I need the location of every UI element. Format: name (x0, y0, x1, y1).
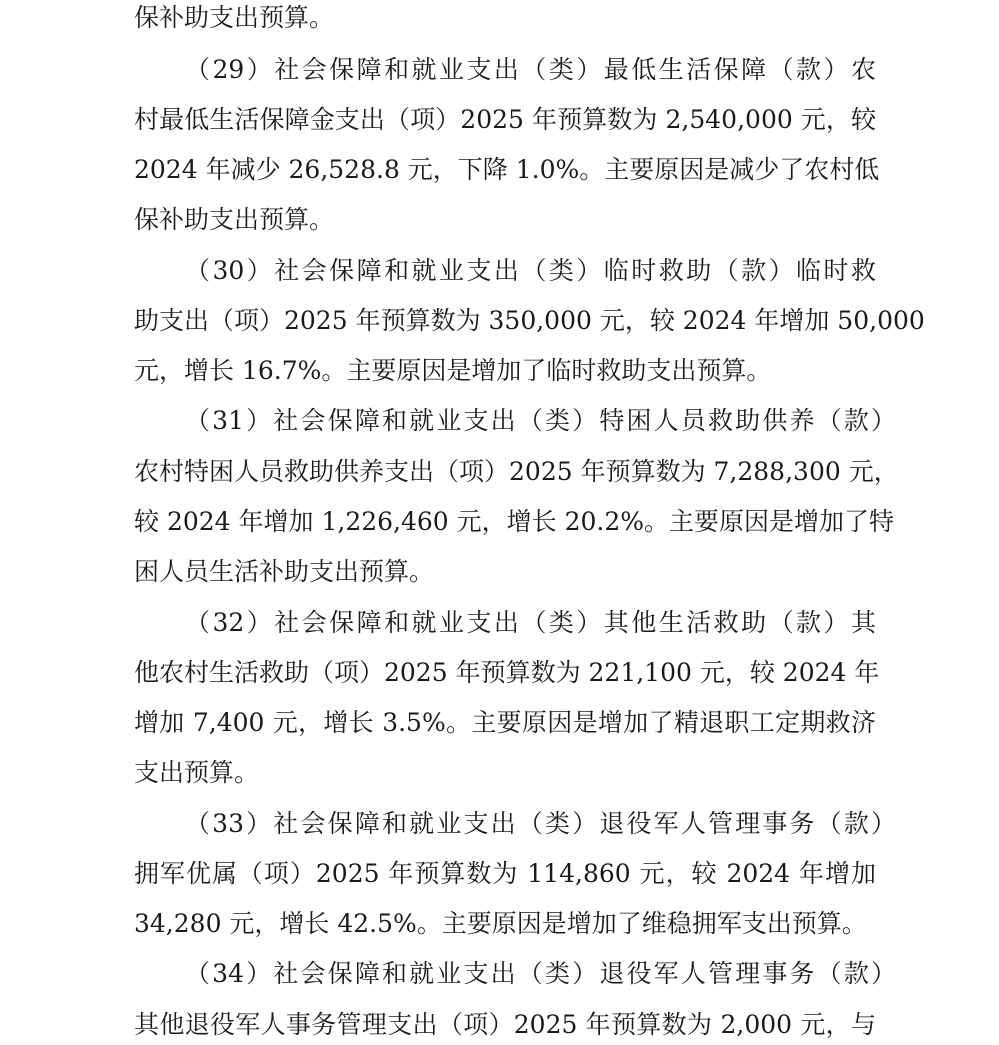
text-line: 困人员生活补助支出预算。 (134, 557, 435, 586)
text-line: （32）社会保障和就业支出（类）其他生活救助（款）其 (185, 608, 876, 637)
text-line: 他农村生活救助（项）2025 年预算数为 221,100 元，较 2024 年 (134, 658, 880, 687)
text-line: 2024 年减少 26,528.8 元，下降 1.0%。主要原因是减少了农村低 (134, 155, 880, 184)
text-line: 农村特困人员救助供养支出（项）2025 年预算数为 7,288,300 元， (134, 457, 899, 486)
text-line: （30）社会保障和就业支出（类）临时救助（款）临时救 (185, 256, 876, 285)
text-line: 拥军优属（项）2025 年预算数为 114,860 元，较 2024 年增加 (134, 859, 876, 888)
text-line: 助支出（项）2025 年预算数为 350,000 元，较 2024 年增加 50,000 (134, 306, 925, 335)
text-line: 村最低生活保障金支出（项）2025 年预算数为 2,540,000 元，较 (134, 105, 876, 134)
text-line: （31）社会保障和就业支出（类）特困人员救助供养（款） (185, 406, 896, 435)
text-line: 保补助支出预算。 (134, 3, 335, 32)
text-line: 其他退役军人事务管理支出（项）2025 年预算数为 2,000 元，与 (134, 1010, 876, 1039)
text-line: （34）社会保障和就业支出（类）退役军人管理事务（款） (185, 959, 896, 988)
text-line: 较 2024 年增加 1,226,460 元，增长 20.2%。主要原因是增加了特 (134, 507, 895, 536)
text-line: 34,280 元，增长 42.5%。主要原因是增加了维稳拥军支出预算。 (134, 909, 867, 938)
text-line: 增加 7,400 元，增长 3.5%。主要原因是增加了精退职工定期救济 (134, 708, 876, 737)
text-line: 支出预算。 (134, 758, 260, 787)
text-line: 元，增长 16.7%。主要原因是增加了临时救助支出预算。 (134, 356, 772, 385)
text-line: （29）社会保障和就业支出（类）最低生活保障（款）农 (185, 55, 876, 84)
text-line: 保补助支出预算。 (134, 205, 335, 234)
text-line: （33）社会保障和就业支出（类）退役军人管理事务（款） (185, 809, 896, 838)
